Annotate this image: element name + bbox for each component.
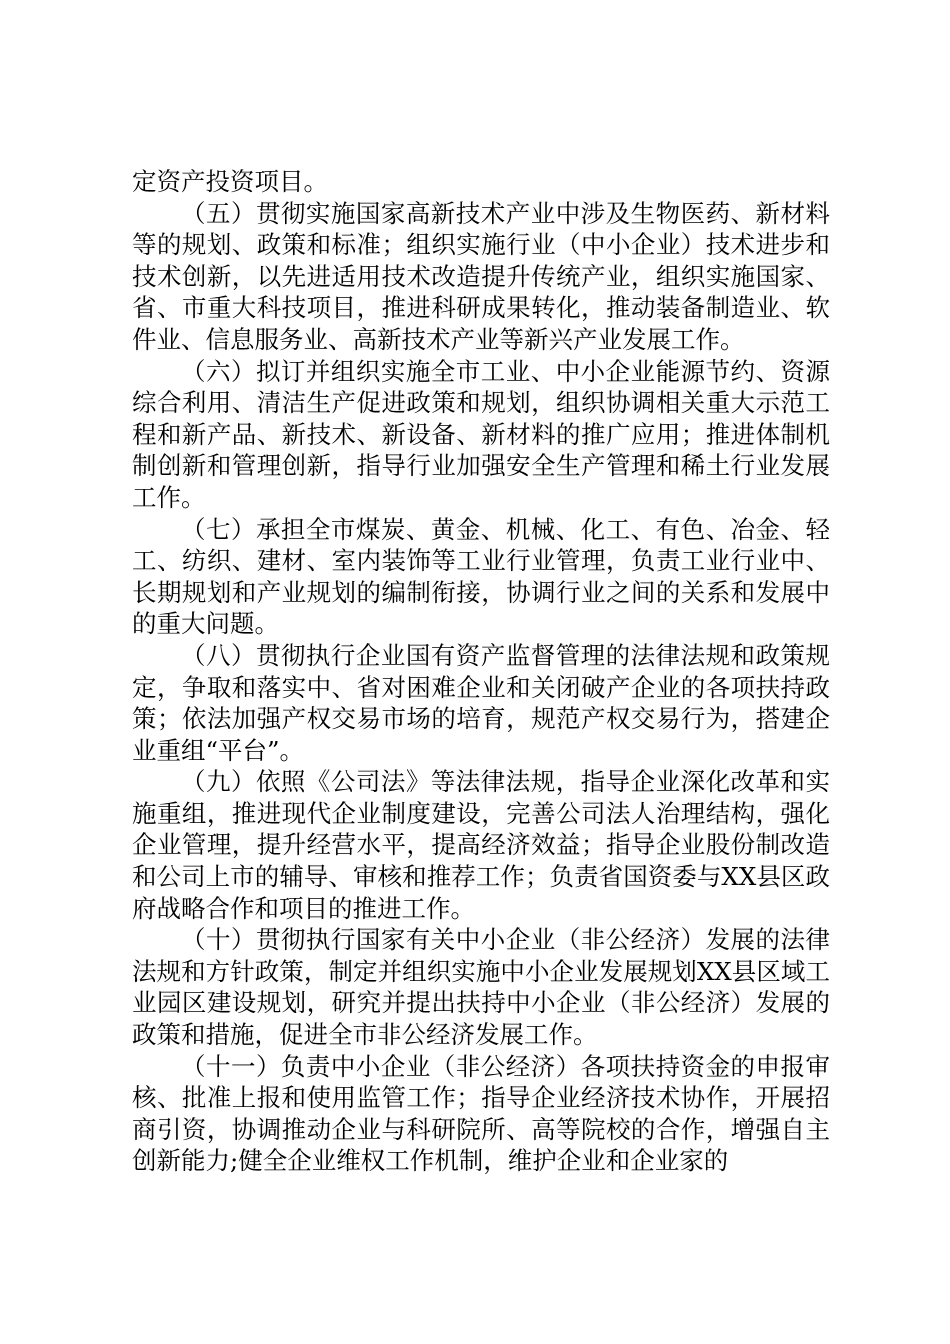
document-body xyxy=(132,166,830,1177)
paragraph-continuation: 定资产投资项目。 xyxy=(132,167,328,196)
paragraph-item-9: （九）依照《公司法》等法律法规，指导企业深化改革和实施重组，推进现代企业制度建设，完善公司法人治理结构，强化企业管理，提升经营水平，提高经济效益；指导企业股份制改造和公司上市的辅导、审核和推荐工作；负责省国资委与XX县区政府战略合作和项目的推进工作。 xyxy=(132,767,830,923)
paragraph-item-10: （十）贯彻执行国家有关中小企业（非公经济）发展的法律法规和方针政策，制定并组织实施中小企业发展规划XX县区域工业园区建设规划，研究并提出扶持中小企业（非公经济）发展的政策和措施，促进全市非公经济发展工作。 xyxy=(132,925,830,1050)
paragraph-item-7: （七）承担全市煤炭、黄金、机械、化工、有色、冶金、轻工、纺织、建材、室内装饰等工业行业管理，负责工业行业中、长期规划和产业规划的编制衔接，协调行业之间的关系和发展中的重大问题。 xyxy=(132,514,830,639)
paragraph-item-6: （六）拟订并组织实施全市工业、中小企业能源节约、资源综合利用、清洁生产促进政策和规划，组织协调相关重大示范工程和新产品、新技术、新设备、新材料的推广应用；推进体制机制创新和管理创新，指导行业加强安全生产管理和稀土行业发展工作。 xyxy=(132,356,830,512)
paragraph-item-11: （十一）负责中小企业（非公经济）各项扶持资金的申报审核、批准上报和使用监管工作；指导企业经济技术协作，开展招商引资，协调推动企业与科研院所、高等院校的合作，增强自主创新能力;健全企业维权工作机制，维护企业和企业家的 xyxy=(132,1051,830,1176)
paragraph-item-5: （五）贯彻实施国家高新技术产业中涉及生物医药、新材料等的规划、政策和标准；组织实施行业（中小企业）技术进步和技术创新，以先进适用技术改造提升传统产业，组织实施国家、省、市重大科技项目，推进科研成果转化，推动装备制造业、软件业、信息服务业、高新技术产业等新兴产业发展工作。 xyxy=(132,198,830,354)
paragraph-item-8: （八）贯彻执行企业国有资产监督管理的法律法规和政策规定，争取和落实中、省对困难企业和关闭破产企业的各项扶持政策；依法加强产权交易市场的培育，规范产权交易行为，搭建企业重组“平台”。 xyxy=(132,640,830,765)
